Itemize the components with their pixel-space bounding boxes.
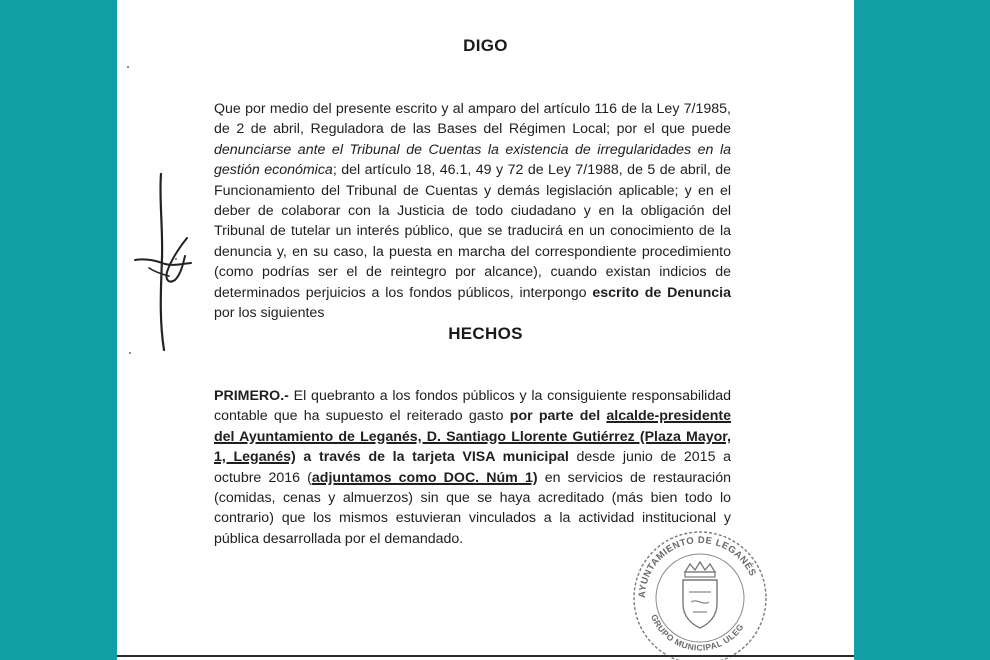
intro-text-1: Que por medio del presente escrito y al amparo del artículo 116 de la Ley 7/1985, de 2 de abril, Reguladora de las Bases del Régimen Local; por el que puede — [214, 101, 731, 138]
document-page — [117, 0, 854, 660]
intro-text-bold: escrito de Denuncia — [592, 284, 731, 301]
scan-speck — [127, 66, 129, 68]
bottom-rule — [117, 655, 854, 657]
primero-underlined-doc: adjuntamos como DOC. Núm 1) — [311, 469, 538, 486]
primero-underlined-name: alcalde-presidente del Ayuntamiento de Leganés, D. Santiago Llorente Gutiérrez (Plaza Mayor, 1, Leganés) — [214, 408, 732, 466]
coat-of-arms-icon — [683, 562, 717, 628]
intro-text-italic: denunciarse ante el Tribunal de Cuentas la existencia de irregularidades en la gestión económica — [214, 141, 731, 179]
primero-label: PRIMERO.- — [214, 388, 289, 404]
handwritten-signature — [129, 168, 209, 368]
scan-speck — [129, 352, 131, 354]
seal-bottom-text: GRUPO MUNICIPAL ULEG — [649, 612, 746, 653]
heading-hechos: HECHOS — [448, 324, 523, 343]
heading-digo: DIGO — [463, 36, 508, 55]
primero-text-3: en servicios de restauración (comidas, cenas y almuerzos) sin que se haya acreditado (más bien todo lo contrario) que los mismos estuvieran vinculados a la actividad institucional y pública desarrollada por el demandado. — [214, 469, 731, 547]
municipal-seal-stamp — [625, 520, 775, 660]
intro-text-3: por los siguientes — [214, 305, 325, 322]
scan-speck — [175, 258, 177, 260]
primero-bold-2: a través de la tarjeta VISA municipal — [295, 449, 569, 466]
intro-text-2: ; del artículo 18, 46.1, 49 y 72 de Ley 7/1988, de 5 de abril, de Funcionamiento del Tribunal de Cuentas y demás legislación aplicable; y en el deber de colaborar con la Justicia de todo ciudadano y en la obligación del Tribunal de tutelar un interés público, que se traducirá en un conocimiento de la denuncia y, en su caso, la puesta en marcha del correspondiente procedimiento (como podrías ser el de reintegro por alcance), cuando existan indicios de determinados perjuicios a los fondos públicos, interpongo — [214, 162, 731, 301]
primero-text-1: El quebranto a los fondos públicos y la consiguiente responsabilidad contable que ha supuesto el reiterado gasto — [214, 388, 731, 425]
primero-text-2: desde junio de 2015 a octubre 2016 ( — [214, 449, 732, 486]
primero-bold-1: por parte del — [509, 408, 607, 425]
paragraph-intro — [214, 99, 731, 323]
seal-top-text: AYUNTAMIENTO DE LEGANÉS — [636, 534, 759, 599]
